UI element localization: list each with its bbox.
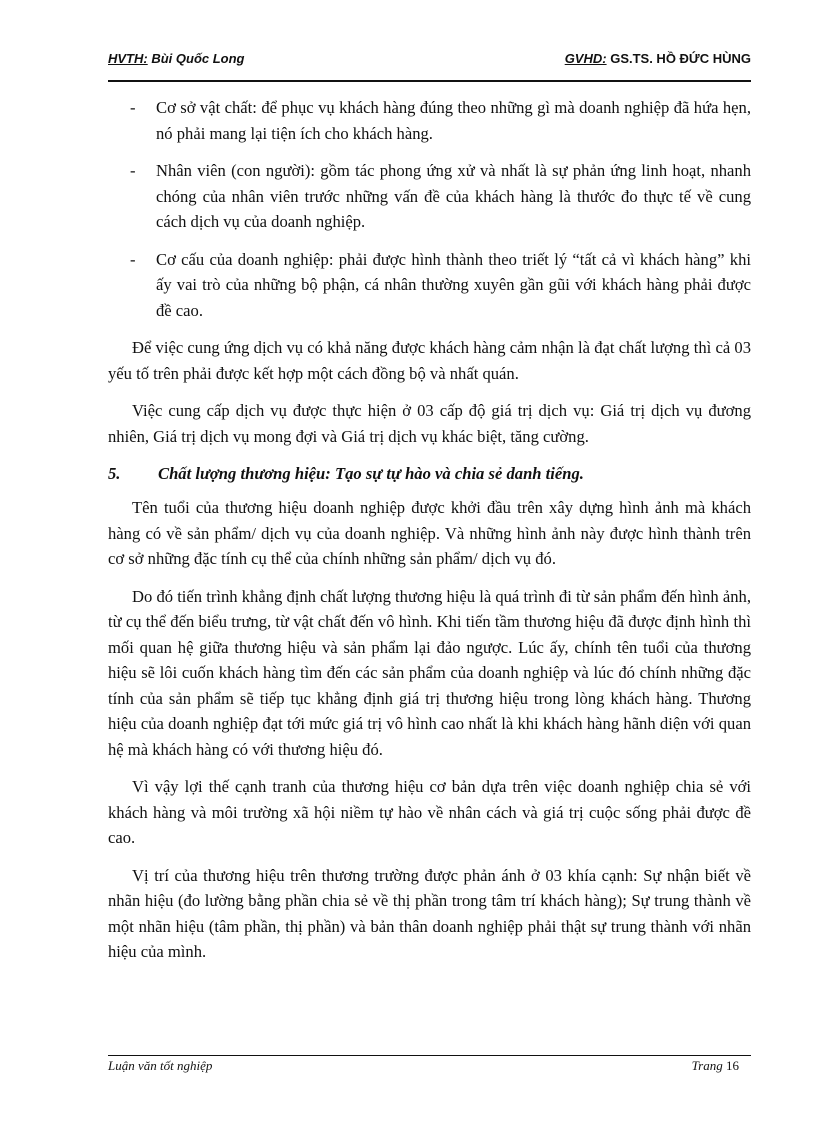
bullet-item [108,247,751,324]
page-header [108,51,751,71]
bullet-dash: - [130,98,136,117]
page-label: Trang [691,1058,723,1073]
bullet-item [108,95,751,146]
body-paragraph: Việc cung cấp dịch vụ được thực hiện ở 03 cấp độ giá trị dịch vụ: Giá trị dịch vụ đương nhiên, Giá trị dịch vụ mong đợi và Giá trị dịch vụ khác biệt, tăng cường. [108,401,751,446]
student-label: HVTH: [108,51,148,66]
student-name: Bùi Quốc Long [151,51,245,66]
body-paragraph: Để việc cung ứng dịch vụ có khả năng được khách hàng cảm nhận là đạt chất lượng thì cả 03 yếu tố trên phải được kết hợp một cách đồng bộ và nhất quán. [108,338,751,383]
student-info [108,51,245,66]
footer-divider [108,1055,751,1056]
section-number: 5. [108,464,121,483]
advisor-info [565,51,751,66]
page-footer [108,1058,751,1078]
page-number: 16 [726,1058,739,1073]
advisor-name: GS.TS. HỒ ĐỨC HÙNG [610,51,751,66]
bullet-dash: - [130,249,136,269]
bullet-item [108,158,751,235]
page-indicator [692,1058,739,1074]
body-paragraph: Do đó tiến trình khẳng định chất lượng thương hiệu là quá trình đi từ sản phẩm đến hình ảnh, từ cụ thể đến biểu trưng, từ vật chất đến vô hình. Khi tiến tầm thương hiệu đã được định hình thì mối quan hệ giữa thương hiệu và sản phẩm lại đảo ngược. Lúc ấy, chính tên tuổi của thương hiệu sẽ lôi cuốn khách hàng tìm đến các sản phẩm của doanh nghiệp và lúc đó chính những đặc tính của sản phẩm sẽ tiếp tục khẳng định giá trị thương hiệu trong lòng khách hàng. Thương hiệu của doanh nghiệp đạt tới mức giá trị vô hình cao nhất là khi khách hàng hãnh diện với quan hệ mà khách hàng có với thương hiệu đó. [108,586,751,759]
page-body [108,95,751,977]
bullet-text: Cơ sở vật chất: để phục vụ khách hàng đúng theo những gì mà doanh nghiệp đã hứa hẹn, nó phải mang lại tiện ích cho khách hàng. [156,98,751,143]
bullet-dash: - [130,161,136,180]
section-title: Chất lượng thương hiệu: Tạo sự tự hào và chia sẻ danh tiếng. [158,464,584,483]
thesis-label: Luận văn tốt nghiệp [108,1058,213,1073]
header-divider [108,80,751,82]
body-paragraph: Vì vậy lợi thế cạnh tranh của thương hiệu cơ bản dựa trên việc doanh nghiệp chia sẻ với khách hàng và môi trường xã hội niềm tự hào về nhân cách và giá trị cuộc sống phải được đề cao. [108,777,751,847]
body-paragraph: Tên tuổi của thương hiệu doanh nghiệp được khởi đầu trên xây dựng hình ảnh mà khách hàng có về sản phẩm/ dịch vụ của doanh nghiệp. Và những hình ảnh này được hình thành trên cơ sở những đặc tính cụ thể của chính những sản phẩm/ dịch vụ đó. [108,498,751,568]
bullet-text: Nhân viên (con người): gồm tác phong ứng xử và nhất là sự phản ứng linh hoạt, nhanh chóng của nhân viên trước những vấn đề của khách hàng là thước đo thực tế về cung cách dịch vụ của doanh nghiệp. [156,161,751,231]
section-heading [108,461,751,486]
bullet-text: Cơ cấu của doanh nghiệp: phải được hình thành theo triết lý “tất cả vì khách hàng” khi ấy vai trò của những bộ phận, cá nhân thường xuyên gần gũi với khách hàng phải được đề cao. [156,249,751,320]
body-paragraph: Vị trí của thương hiệu trên thương trường được phản ánh ở 03 khía cạnh: Sự nhận biết về nhãn hiệu (đo lường bằng phần chia sẻ về thị phần trong tâm trí khách hàng); Sự trung thành về một nhãn hiệu (tâm phần, thị phần) và bản thân doanh nghiệp phải thật sự trung thành với nhãn hiệu của mình. [108,865,751,961]
advisor-label: GVHD: [564,51,607,66]
